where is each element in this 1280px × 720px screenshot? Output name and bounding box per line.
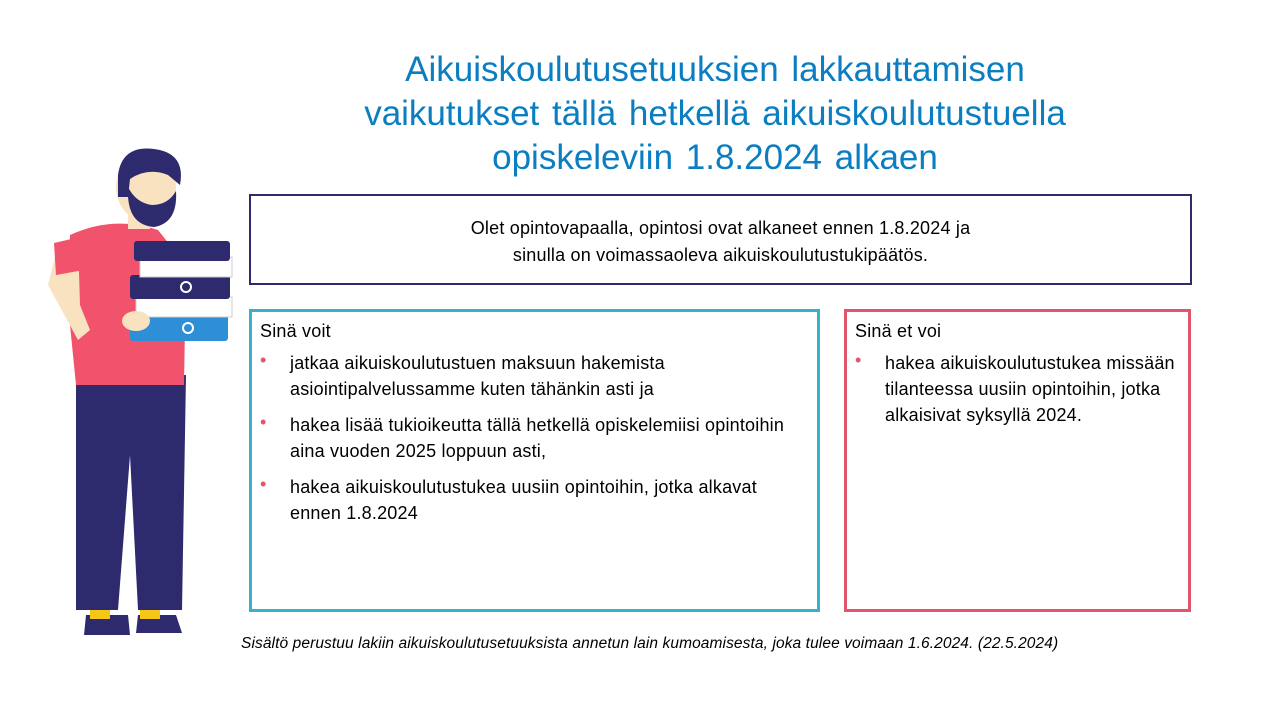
list-item — [260, 474, 811, 526]
source-footnote: Sisältö perustuu lakiin aikuiskoulutusetuuksista annetun lain kumoamisesta, joka tulee voimaan 1.6.2024. (22.5.2024) — [241, 635, 1059, 652]
title-line-3: opiskeleviin 1.8.2024 alkaen — [492, 138, 938, 177]
you-cannot-heading: Sinä et voi — [855, 321, 942, 341]
you-cannot-box — [844, 309, 1191, 612]
list-item — [855, 350, 1182, 428]
situation-line-1: Olet opintovapaalla, opintosi ovat alkaneet ennen 1.8.2024 ja — [470, 218, 971, 238]
list-item-text: hakea aikuiskoulutustukea missään tilanteessa uusiin opintoihin, jotka alkaisivat syksyllä 2024. — [885, 353, 1175, 425]
you-can-box — [249, 309, 820, 612]
bullet-dot-icon: • — [260, 350, 267, 370]
list-item-text: hakea aikuiskoulutustukea uusiin opintoihin, jotka alkavat ennen 1.8.2024 — [290, 477, 757, 523]
bullet-dot-icon: • — [260, 412, 267, 432]
situation-box — [249, 194, 1192, 285]
you-cannot-list — [855, 350, 1182, 438]
you-can-heading: Sinä voit — [260, 321, 331, 341]
you-can-list — [260, 350, 811, 536]
list-item — [260, 350, 811, 402]
bullet-dot-icon: • — [260, 474, 267, 494]
list-item-text: jatkaa aikuiskoulutustuen maksuun hakemista asiointipalvelussamme kuten tähänkin asti ja — [290, 353, 665, 399]
title-line-2: vaikutukset tällä hetkellä aikuiskoulutustuella — [364, 94, 1066, 133]
list-item — [260, 412, 811, 464]
situation-line-2: sinulla on voimassaoleva aikuiskoulutustukipäätös. — [512, 245, 929, 265]
man-carrying-binders-illustration — [18, 145, 243, 645]
page-title — [270, 48, 1160, 180]
title-line-1: Aikuiskoulutusetuuksien lakkauttamisen — [405, 50, 1025, 89]
bullet-dot-icon: • — [855, 350, 862, 370]
list-item-text: hakea lisää tukioikeutta tällä hetkellä opiskelemiisi opintoihin aina vuoden 2025 loppuun asti, — [290, 415, 785, 461]
